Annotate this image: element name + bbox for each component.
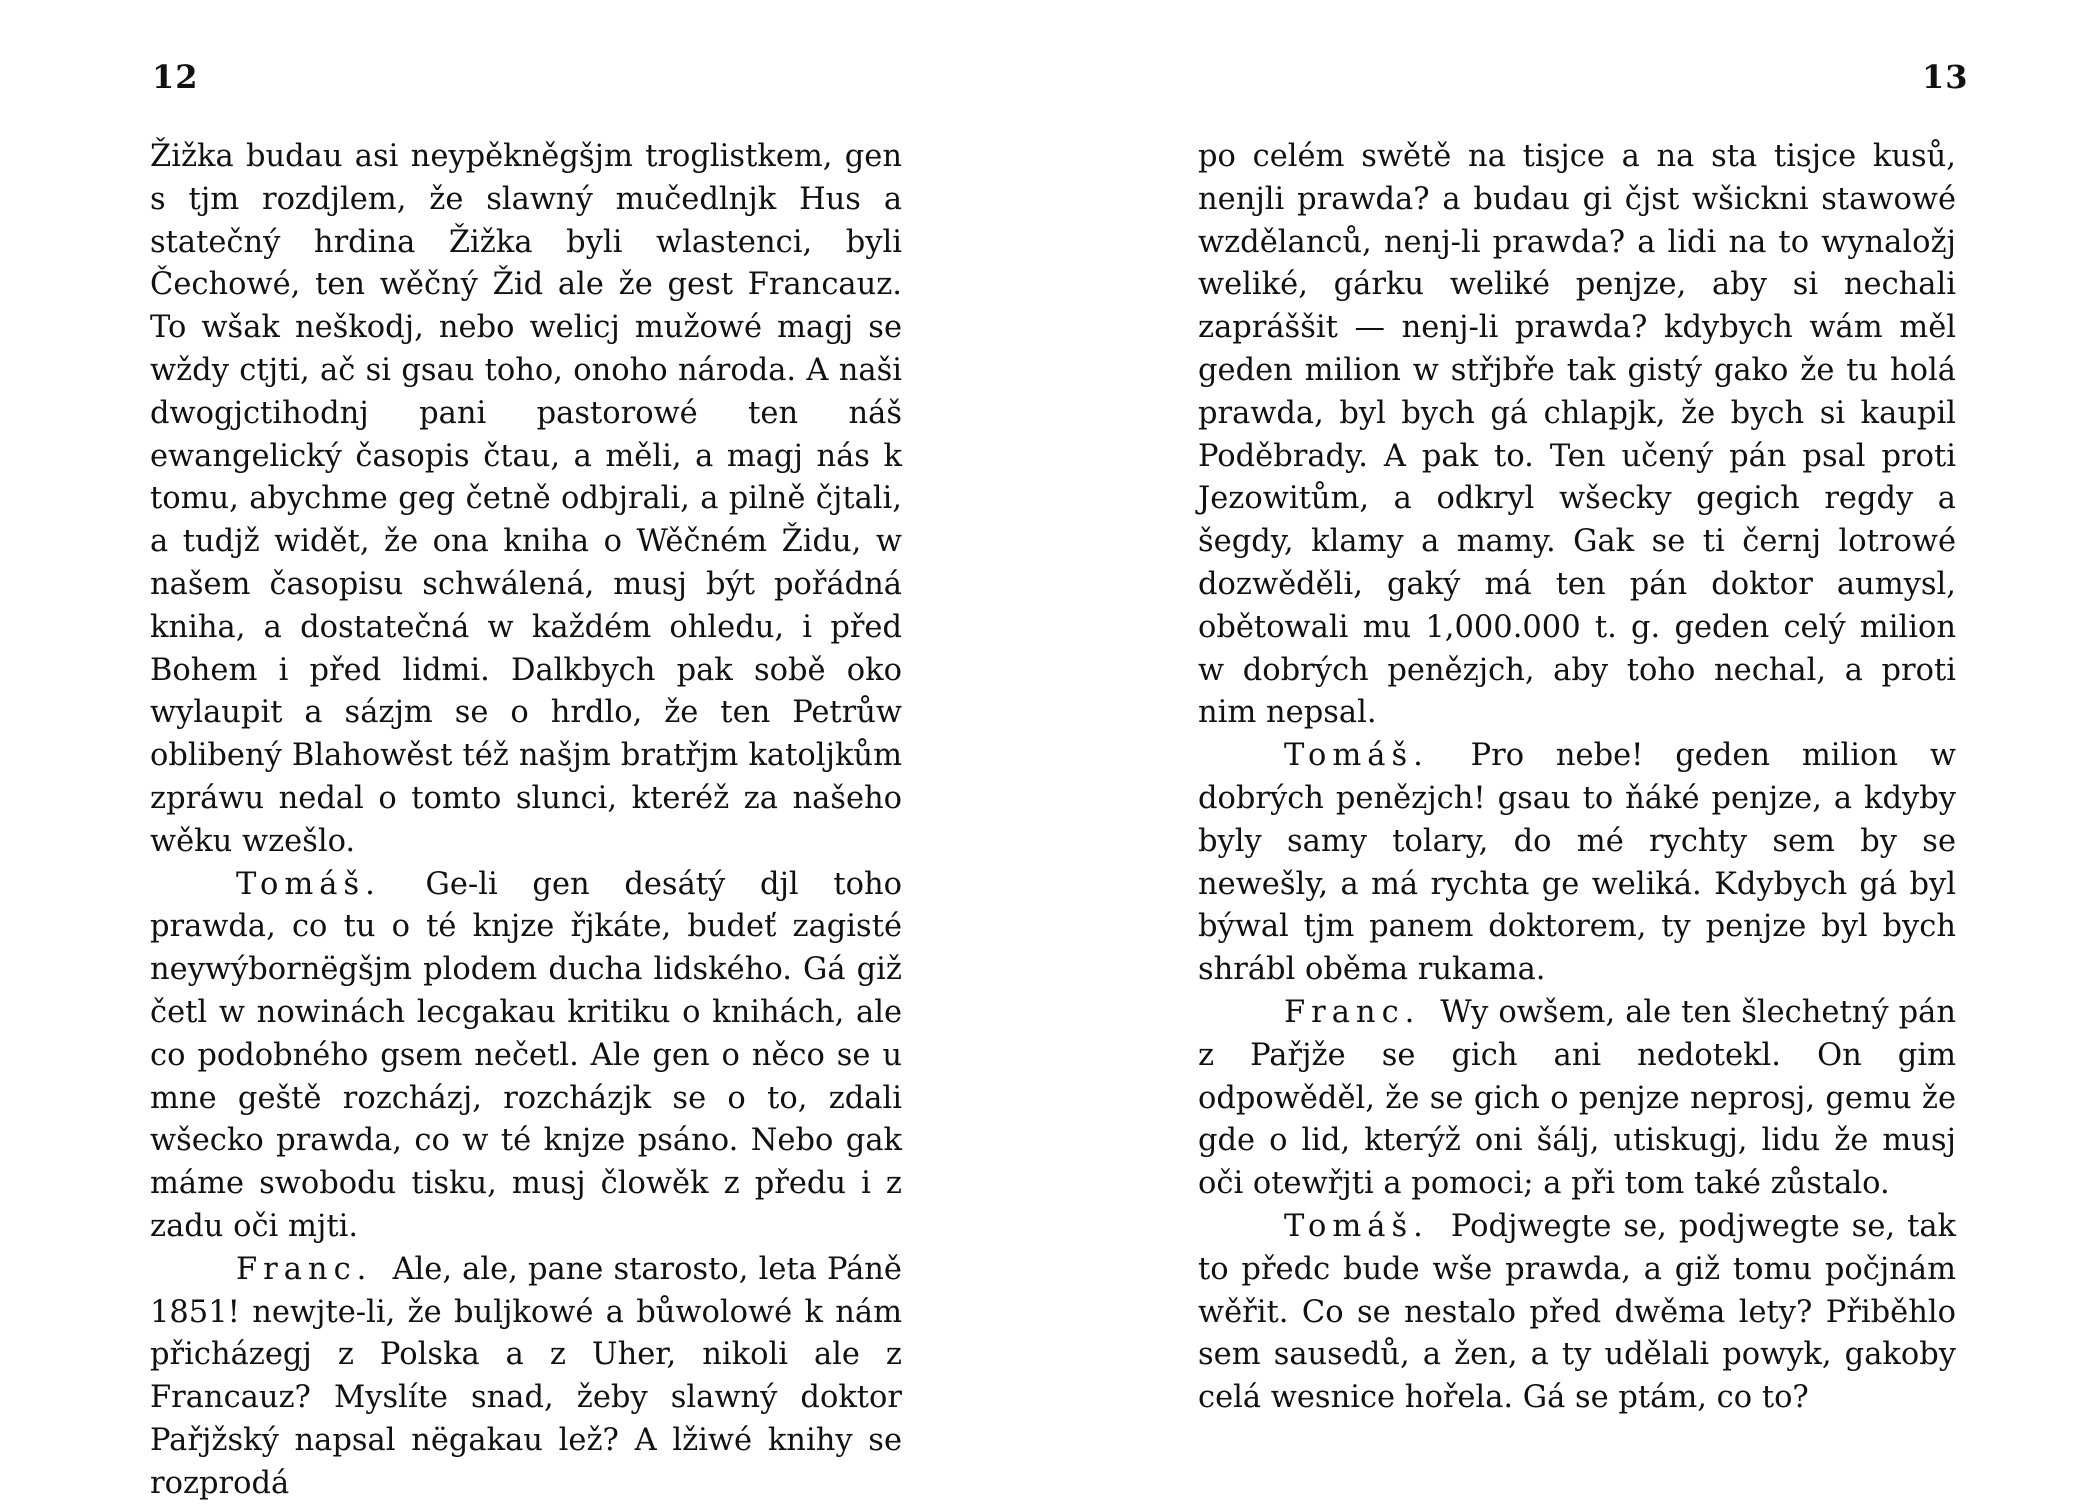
paragraph-text: Podjwegte se, podjwegte se, tak to předc bude wše prawda, a giž tomu počjnám wěřit. Co se nestalo před dwěma lety? Přiběhlo sem sausedů, a žen, a ty udělali powyk, gakoby celá wesnice hořela. Gá se ptám, co to? (1198, 1208, 1957, 1416)
paragraph (1198, 136, 1956, 735)
speaker-name: Tomáš. (236, 866, 381, 902)
paragraph-text: po celém swětě na tisjce a na sta tisjce kusů, nenjli prawda? a budau gi čjst wšickni stawowé wzdělanců, nenj-li prawda? a lidi na to wynaložj weliké, gárku weliké penjze, aby si nechali zapráššit — nenj-li prawda? kdybych wám měl geden milion w střjbře tak gistý gako že tu holá prawda, byl bych gá chlapjk, že bych si kaupil Poděbrady. A pak to. Ten učený pán psal proti Jezowitům, a odkryl wšecky gegich regdy a šegdy, klamy a mamy. Gak se ti černj lotrowé dozwěděli, gaký má ten pán doktor aumysl, obětowali mu 1,000.000 t. g. geden celý milion w dobrých penězjch, aby toho nechal, a proti nim nepsal. (1198, 139, 1956, 731)
paragraph-text: Žižka budau asi neypěkněgšjm troglistkem, gen s tjm rozdjlem, že slawný mučedlnjk Hus a statečný hrdina Žižka byli wlastenci, byli Čechowé, ten wěčný Žid ale že gest Francauz. To wšak neškodj, nebo welicj mužowé magj se wždy ctjti, ač si gsau toho, onoho národa. A naši dwogjctihodnj pani pastorowé ten náš ewangelický časopis čtau, a měli, a magj nás k tomu, abychme geg četně odbjrali, a pilně čjtali, a tudjž widět, že ona kniha o Wěčném Židu, w našem časopisu schwálená, musj být pořádná kniha, a dostatečná w každém ohledu, i před Bohem i před lidmi. Dalkbych pak sobě oko wylaupit a sázjm se o hrdlo, že ten Petrůw oblibený Blahowěst též našjm bratřjm katoljkům zpráwu nedal o tomto slunci, kteréž za našeho wěku wzešlo. (150, 139, 902, 859)
paragraph (150, 1249, 902, 1506)
page-number: 13 (1922, 58, 1969, 96)
paragraph-text: Pro nebe! geden milion w dobrých penězjch! gsau to ňáké penjze, a kdyby byly samy tolary, do mé rychty sem by se newešly, a má rychta ge weliká. Kdybych gá byl býwal tjm panem doktorem, ty penjze byl bych shrábl oběma rukama. (1198, 738, 1956, 988)
paragraph (1198, 735, 1956, 992)
paragraph (150, 864, 902, 1249)
page-text (150, 136, 902, 1506)
speaker-name: Tomáš. (1284, 1208, 1429, 1244)
speaker-name: Franc. (1284, 994, 1421, 1030)
paragraph-text: Ge-li gen desátý djl toho prawda, co tu o té knjze řjkáte, budeť zagisté neywýbornëgšjm plodem ducha lidského. Gá giž četl w nowinách lecgakau kritiku o knihách, ale co podobného gsem nečetl. Ale gen o něco se u mne geště rozcházj, rozcházjk se o to, zdali wšecko prawda, co w té knjze psáno. Nebo gak máme swobodu tisku, musj člowěk z předu i z zadu oči mjti. (150, 866, 902, 1244)
left-page (0, 0, 1043, 1500)
paragraph (150, 136, 902, 864)
paragraph-text: Wy owšem, ale ten šlechetný pán z Pařjže se gich ani nedotekl. On gim odpowěděl, že se gich o penjze neprosj, gemu že gde o lid, kterýž oni šálj, utiskugj, lidu že musj oči otewřjti a pomoci; a při tom také zůstalo. (1198, 994, 1956, 1202)
paragraph (1198, 992, 1956, 1206)
speaker-name: Franc. (236, 1251, 373, 1287)
speaker-name: Tomáš. (1284, 738, 1429, 774)
page-number: 12 (152, 58, 199, 96)
right-page (1043, 0, 2086, 1500)
paragraph (1198, 1206, 1956, 1420)
page-text (1198, 136, 1956, 1420)
paragraph-text: Ale, ale, pane starosto, leta Páně 1851! newjte-li, že buljkowé a bůwolowé k nám přicházegj z Polska a z Uher, nikoli ale z Francauz? Myslíte snad, žeby slawný doktor Pařjžský napsal nëgakau lež? A lžiwé knihy se rozprodá (150, 1251, 902, 1501)
